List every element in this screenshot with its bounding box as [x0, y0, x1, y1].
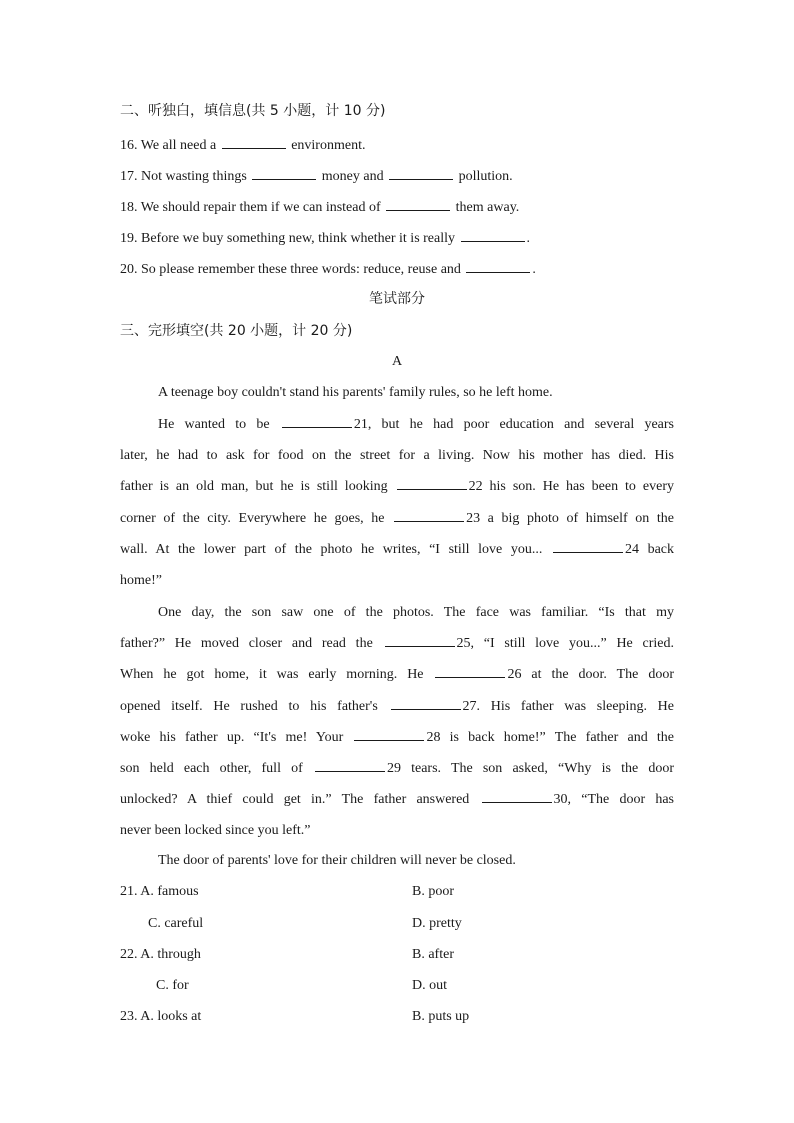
para2-line-4: corner of the city. Everywhere he goes, he 23 a big photo of himself on the — [120, 503, 674, 534]
option-23-a[interactable]: 23. A. looks at — [120, 1009, 202, 1024]
para2-line-1: He wanted to be 21, but he had poor education and several years — [120, 409, 674, 440]
para3-line-8: never been locked since you left.” — [120, 823, 311, 839]
option-22-b[interactable]: B. after — [412, 947, 454, 962]
para2-line-2: later, he had to ask for food on the street for a living. Now his mother has died. His — [120, 448, 674, 464]
blank-23[interactable] — [394, 507, 464, 522]
q19-text-pre: 19. Before we buy something new, think whether it is really — [120, 231, 459, 246]
question-16 — [120, 134, 365, 156]
para2-line-5: wall. At the lower part of the photo he writes, “I still love you... 24 back — [120, 534, 674, 565]
question-20 — [120, 258, 536, 280]
blank-27[interactable] — [391, 695, 461, 710]
blank-25[interactable] — [385, 632, 455, 647]
q20-text-post: . — [532, 262, 536, 277]
passage-paragraph-4: The door of parents' love for their children will never be closed. — [158, 853, 516, 868]
para3-line-5: woke his father up. “It's me! Your 28 is back home!” The father and the — [120, 722, 674, 753]
blank-22[interactable] — [397, 475, 467, 490]
para3-line-3: When he got home, it was early morning. He 26 at the door. The door — [120, 659, 674, 690]
question-19 — [120, 227, 530, 249]
para3-line-6: son held each other, full of 29 tears. The son asked, “Why is the door — [120, 753, 674, 784]
question-18 — [120, 196, 519, 218]
passage-paragraph-2 — [120, 409, 674, 596]
passage-label: A — [391, 354, 403, 369]
para2-line-3: father is an old man, but he is still looking 22 his son. He has been to every — [120, 471, 674, 502]
q17-text-post: pollution. — [455, 169, 513, 184]
q16-text-post: environment. — [287, 138, 366, 153]
para3-line-4: opened itself. He rushed to his father's 27. His father was sleeping. He — [120, 691, 674, 722]
passage-paragraph-1: A teenage boy couldn't stand his parents' family rules, so he left home. — [158, 385, 553, 400]
para2-line-6: home!” — [120, 572, 162, 588]
section3-title: 三、完形填空(共 20 小题，计 20 分) — [120, 323, 353, 339]
blank-21[interactable] — [282, 413, 352, 428]
para3-line-1: One day, the son saw one of the photos. The face was familiar. “Is that my — [158, 605, 674, 620]
blank-24[interactable] — [553, 538, 623, 553]
q20-text-pre: 20. So please remember these three words: reduce, reuse and — [120, 262, 465, 277]
blank-26[interactable] — [435, 663, 505, 678]
para3-line-2: father?” He moved closer and read the 25, “I still love you...” He cried. — [120, 628, 674, 659]
option-21-d[interactable]: D. pretty — [412, 916, 462, 931]
option-21-b[interactable]: B. poor — [412, 884, 454, 899]
q19-blank[interactable] — [461, 227, 525, 242]
q17-blank-1[interactable] — [252, 165, 316, 180]
blank-29[interactable] — [315, 757, 385, 772]
blank-28[interactable] — [354, 726, 424, 741]
option-21-a[interactable]: 21. A. famous — [120, 884, 199, 899]
option-23-b[interactable]: B. puts up — [412, 1009, 470, 1024]
passage-paragraph-3 — [120, 597, 674, 847]
para3-line-7: unlocked? A thief could get in.” The father answered 30, “The door has — [120, 784, 674, 815]
q17-text-mid: money and — [318, 169, 388, 184]
q18-text-pre: 18. We should repair them if we can instead of — [120, 200, 385, 215]
q16-text-pre: 16. We all need a — [120, 138, 220, 153]
q17-text-pre: 17. Not wasting things — [120, 169, 251, 184]
option-21-c[interactable]: C. careful — [148, 916, 204, 931]
option-22-c[interactable]: C. for — [156, 978, 189, 993]
q19-text-post: . — [526, 231, 531, 246]
option-22-d[interactable]: D. out — [412, 978, 447, 993]
q16-blank[interactable] — [222, 134, 286, 149]
q17-blank-2[interactable] — [389, 165, 453, 180]
question-17 — [120, 165, 513, 187]
section2-title: 二、听独白，填信息(共 5 小题，计 10 分) — [120, 103, 386, 119]
q18-text-post: them away. — [452, 200, 520, 215]
option-22-a[interactable]: 22. A. through — [120, 947, 201, 962]
blank-30[interactable] — [482, 788, 552, 803]
q18-blank[interactable] — [386, 196, 450, 211]
q20-blank[interactable] — [466, 258, 530, 273]
written-part-heading: 笔试部分 — [369, 291, 425, 307]
